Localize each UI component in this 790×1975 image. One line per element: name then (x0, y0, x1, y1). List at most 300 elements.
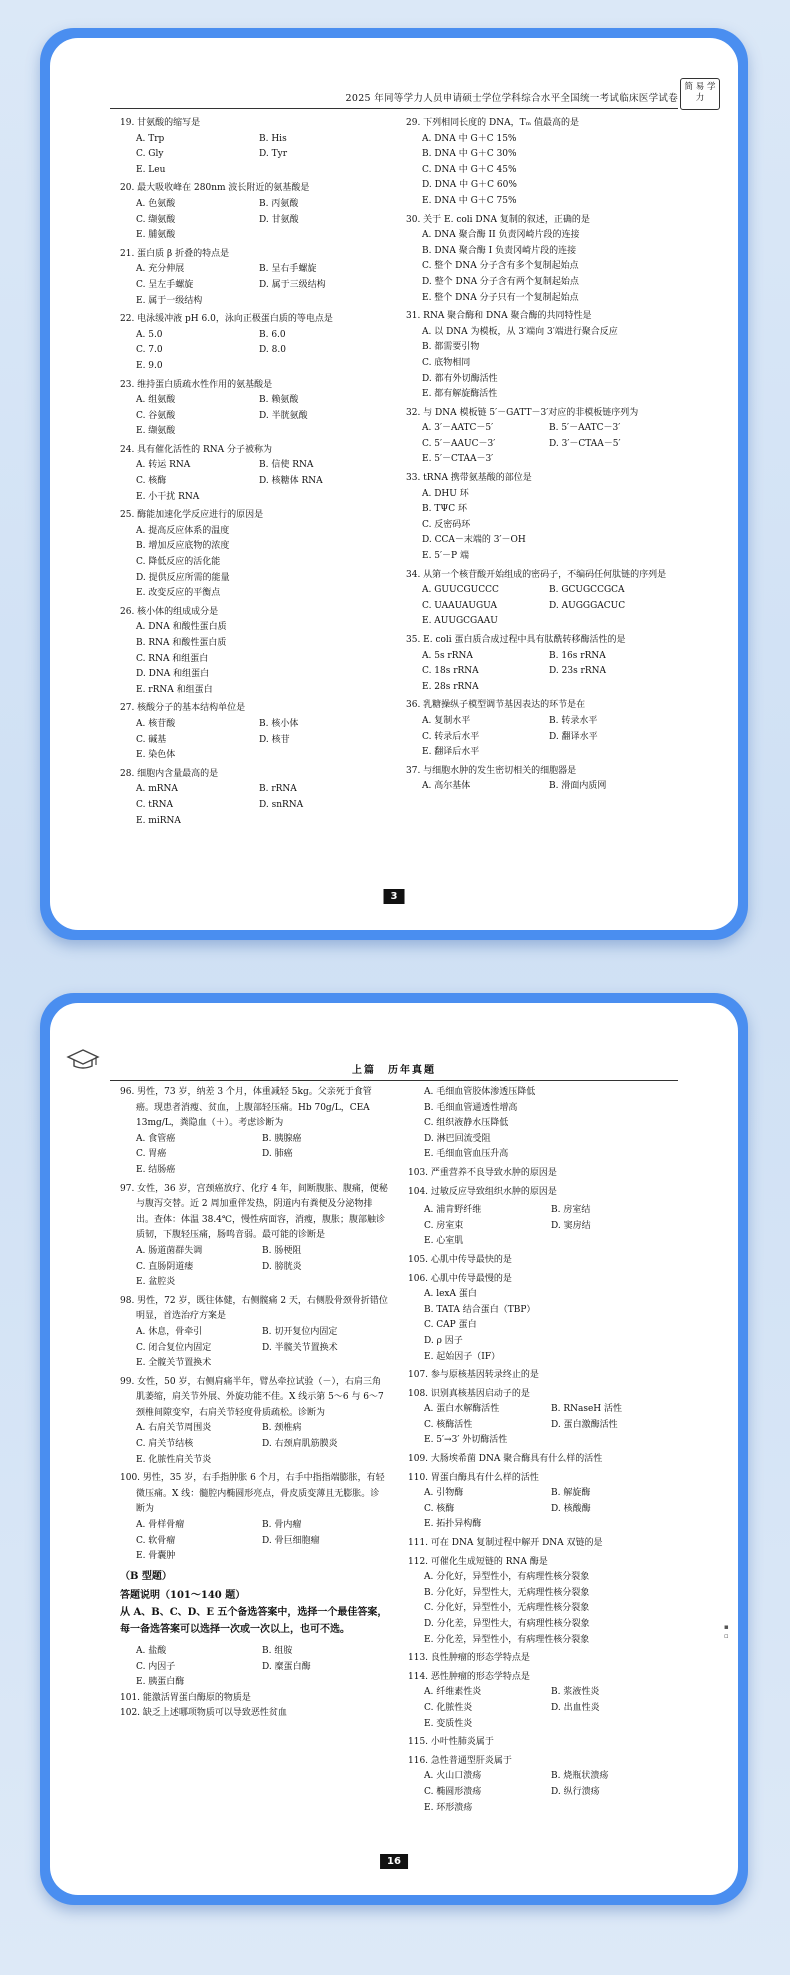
option-list (120, 1132, 388, 1179)
page-header: 上篇 历年真题 (110, 1061, 678, 1081)
section-description: 从 A、B、C、D、E 五个备选答案中，选择一个最佳答案，每一备选答案可以选择一次或一次以上，也可不选。 (120, 1607, 388, 1635)
option-list (120, 458, 382, 505)
page-card-1 (40, 28, 748, 940)
option: E. 5′－CTAA－3′ (422, 454, 494, 465)
option-row (422, 163, 676, 179)
option-list (120, 620, 382, 698)
option: E. AUUGCGAAU (422, 616, 498, 627)
option-row (424, 1303, 678, 1319)
option: B. 信使 RNA (259, 460, 314, 471)
option: E. 骨囊肿 (136, 1551, 176, 1562)
option: A. 纤维素性炎 (424, 1687, 482, 1698)
question (120, 378, 382, 440)
option: C. 7.0 (136, 345, 163, 356)
option: B. 丙氨酸 (259, 198, 299, 209)
option: D. AUGGGACUC (549, 600, 626, 611)
option-list (120, 328, 382, 375)
option-row (136, 798, 382, 814)
option-list (406, 421, 676, 468)
option-row (424, 1203, 678, 1219)
option-list (120, 262, 382, 309)
question-stem: 116. 急性普通型肝炎属于 (408, 1755, 512, 1766)
option-row (422, 779, 676, 795)
option-list (120, 132, 382, 179)
question-stem: 28. 细胞内含量最高的是 (120, 768, 219, 779)
option-row (422, 487, 676, 503)
option: A. 提高反应体系的温度 (136, 525, 230, 536)
option-row (422, 680, 676, 696)
option-row (136, 1644, 388, 1660)
option: B. 骨内瘤 (262, 1520, 302, 1531)
question (120, 1471, 388, 1565)
option-row (424, 1701, 678, 1717)
option: A. DNA 聚合酶 II 负责冈崎片段的连接 (422, 230, 580, 241)
option-row (424, 1116, 678, 1132)
option-list (408, 1570, 678, 1648)
option: C. 反密码环 (422, 519, 471, 530)
option-row (422, 502, 676, 518)
option: A. DNA 和酸性蛋白质 (136, 622, 227, 633)
option-row (424, 1785, 678, 1801)
option-row (136, 1147, 388, 1163)
question-stem: 25. 酶能加速化学反应进行的原因是 (120, 510, 264, 521)
option-row (136, 683, 382, 699)
question-stem: 21. 蛋白质 β 折叠的特点是 (120, 248, 230, 259)
question (120, 116, 382, 178)
question-stem: 97. 女性，36 岁，宫颈癌放疗、化疗 4 年，间断腹胀、腹痛，便秘与腹泻交替。近 2 周加重伴发热，阴道内有粪便及分泌物排出。查体：体温 38.4℃，慢性病面容，消瘦，腹胀；腹部触诊质韧，下腹轻压痛，肠鸣音弱。最可能的诊断是 (120, 1183, 388, 1241)
question-stem: 111. 可在 DNA 复制过程中解开 DNA 双链的是 (408, 1538, 603, 1549)
question-stem: 29. 下列相同长度的 DNA，Tₘ 值最高的是 (406, 118, 580, 128)
option: B. 呈右手螺旋 (259, 264, 317, 275)
question (406, 764, 676, 795)
option-row (136, 1518, 388, 1534)
option-row (424, 1517, 678, 1533)
option: E. 染色体 (136, 750, 176, 761)
question (408, 1651, 678, 1667)
option-row (136, 1325, 388, 1341)
option: D. 右颈肩肌筋膜炎 (262, 1439, 338, 1450)
option: C. 分化好，异型性小，无病理性核分裂象 (424, 1603, 590, 1614)
question (408, 1085, 678, 1163)
option-list (406, 228, 676, 306)
option-row (136, 278, 382, 294)
option-row (424, 1586, 678, 1602)
option: C. Gly (136, 149, 164, 160)
option-row (422, 664, 676, 680)
option: D. DNA 和组蛋白 (136, 669, 210, 680)
page-header: 2025 年同等学力人员申请硕士学位学科综合水平全国统一考试临床医学试卷 (110, 90, 678, 109)
option: D. 淋巴回流受阻 (424, 1133, 491, 1144)
option-row (422, 452, 676, 468)
option: B. 滑面内质网 (549, 781, 607, 792)
option: A. 3′－AATC－5′ (422, 423, 494, 434)
question (408, 1471, 678, 1533)
question-stem: 20. 最大吸收峰在 280nm 波长附近的氨基酸是 (120, 183, 310, 194)
question (408, 1754, 678, 1816)
option-row (136, 328, 382, 344)
question-stem: 19. 甘氨酸的缩写是 (120, 118, 201, 128)
option: B. 转录水平 (549, 715, 598, 726)
question-stem: 32. 与 DNA 模板链 5′－GATT－3′对应的非模板链序列为 (406, 407, 639, 418)
option-row (424, 1318, 678, 1334)
option-row (424, 1402, 678, 1418)
option: D. 膀胱炎 (262, 1261, 302, 1272)
question (408, 1203, 678, 1250)
option: A. 火山口溃疡 (424, 1771, 482, 1782)
option-list (120, 782, 382, 829)
option-list (408, 1685, 678, 1732)
question-stem: 27. 核酸分子的基本结构单位是 (120, 703, 246, 714)
option: A. 食管癌 (136, 1133, 176, 1144)
page-number: 16 (380, 1854, 408, 1869)
question (408, 1735, 678, 1751)
left-column (120, 116, 382, 832)
option-row (136, 1453, 388, 1469)
question (406, 698, 676, 760)
option: C. 谷氨酸 (136, 410, 176, 421)
question (120, 1294, 388, 1372)
option: E. 9.0 (136, 360, 163, 371)
option-row (136, 393, 382, 409)
option-list (408, 1085, 678, 1163)
option: C. 核酶 (136, 476, 167, 487)
option: E. 都有解旋酶活性 (422, 389, 498, 400)
option-row (136, 409, 382, 425)
option: A. Trp (136, 133, 165, 144)
option: D. snRNA (259, 799, 304, 810)
option-row (136, 359, 382, 375)
question (120, 181, 382, 243)
option-list (406, 487, 676, 565)
question-stem: 114. 恶性肿瘤的形态学特点是 (408, 1671, 530, 1682)
option: E. 变质性炎 (424, 1718, 473, 1729)
option-list (408, 1402, 678, 1449)
option: C. 化脓性炎 (424, 1702, 473, 1713)
option-row (422, 325, 676, 341)
option: C. 降低反应的活化能 (136, 557, 221, 568)
option-list (120, 1325, 388, 1372)
option: D. 甘氨酸 (259, 214, 299, 225)
option: E. 脯氨酸 (136, 230, 176, 241)
option: B. GCUGCCGCA (549, 585, 625, 596)
option: C. 碱基 (136, 734, 167, 745)
option: A. 休息，骨牵引 (136, 1326, 203, 1337)
option-row (424, 1617, 678, 1633)
left-column (120, 1085, 388, 1722)
graduation-cap-icon (66, 1047, 100, 1071)
option: E. 翻译后水平 (422, 747, 480, 758)
question (408, 1272, 678, 1366)
option-row (136, 782, 382, 798)
option-row (136, 1132, 388, 1148)
option: B. 分化好，异型性大，无病理性核分裂象 (424, 1587, 590, 1598)
option-row (136, 294, 382, 310)
option-row (424, 1801, 678, 1817)
option: E. 起始因子（IF） (424, 1351, 501, 1362)
question-stem: 102. 缺乏上述哪项物质可以导致恶性贫血 (120, 1708, 287, 1719)
option: D. 整个 DNA 分子含有两个复制起始点 (422, 276, 579, 287)
question-stem: 30. 关于 E. coli DNA 复制的叙述，正确的是 (406, 214, 590, 225)
option: E. 环形溃疡 (424, 1802, 473, 1813)
option: E. 胰蛋白酶 (136, 1677, 185, 1688)
option-row (136, 1163, 388, 1179)
option-row (422, 714, 676, 730)
exam-page-2 (50, 1003, 738, 1895)
question-stem: 98. 男性，72 岁，既往体健，右侧髋痛 2 天，右侧股骨颈骨折错位明显，首选治疗方案是 (120, 1295, 388, 1322)
option: E. 全髋关节置换术 (136, 1358, 212, 1369)
option: E. 结肠癌 (136, 1164, 176, 1175)
option: A. 盐酸 (136, 1646, 167, 1656)
option-row (422, 259, 676, 275)
option: C. tRNA (136, 799, 174, 810)
option-row (136, 213, 382, 229)
option: E. 盆腔炎 (136, 1277, 176, 1288)
option-row (424, 1717, 678, 1733)
option: C. 呈左手螺旋 (136, 279, 194, 290)
option-list (120, 197, 382, 244)
option-row (136, 228, 382, 244)
page-number: 3 (384, 889, 405, 904)
question-stem: 24. 具有催化活性的 RNA 分子被称为 (120, 444, 273, 455)
option: B. 核小体 (259, 718, 299, 729)
option: B. 都需要引物 (422, 342, 480, 353)
option-row (422, 178, 676, 194)
option-row (136, 262, 382, 278)
option-row (136, 571, 382, 587)
option-list (120, 1518, 388, 1565)
option: E. 改变反应的平衡点 (136, 588, 221, 599)
option: A. 蛋白水解酶活性 (424, 1404, 500, 1415)
option: D. 纵行溃疡 (551, 1786, 600, 1797)
option: E. 拓扑异构酶 (424, 1519, 482, 1530)
option: A. GUUCGUCCC (422, 585, 499, 596)
question (120, 443, 382, 505)
option: C. RNA 和组蛋白 (136, 653, 209, 664)
option-row (424, 1287, 678, 1303)
option: B. 5′－AATC－3′ (549, 423, 621, 434)
option: B. 16s rRNA (549, 650, 606, 661)
question (406, 633, 676, 695)
option: D. 蛋白激酶活性 (551, 1419, 618, 1430)
option-row (136, 555, 382, 571)
question (120, 312, 382, 374)
option-row (136, 424, 382, 440)
option-row (136, 636, 382, 652)
option: B. 赖氨酸 (259, 395, 299, 406)
option: E. 分化差，异型性小，有病理性核分裂象 (424, 1634, 590, 1645)
option: B. rRNA (259, 784, 297, 795)
option-list (408, 1287, 678, 1365)
option: D. 提供反应所需的能量 (136, 572, 230, 583)
question-stem: 104. 过敏反应导致组织水肿的原因是 (408, 1186, 557, 1197)
option-row (422, 275, 676, 291)
option: C. 软骨瘤 (136, 1535, 176, 1546)
option: D. 8.0 (259, 345, 286, 356)
option: C. 闭合复位内固定 (136, 1342, 212, 1353)
option: A. 高尔基体 (422, 781, 471, 792)
option-list (120, 717, 382, 764)
option-list (406, 583, 676, 630)
option: E. DNA 中 G＋C 75% (422, 195, 517, 206)
option-row (424, 1502, 678, 1518)
option-row (422, 518, 676, 534)
option-row (136, 1437, 388, 1453)
option-row (424, 1334, 678, 1350)
option: B. 6.0 (259, 329, 286, 340)
question-stem: 26. 核小体的组成成分是 (120, 606, 219, 617)
option-row (136, 1275, 388, 1291)
option-row (422, 387, 676, 403)
option: D. 核糖体 RNA (259, 476, 323, 487)
option-row (422, 533, 676, 549)
option-row (422, 549, 676, 565)
option: B. 房室结 (551, 1205, 591, 1216)
option: D. 窦房结 (551, 1220, 591, 1231)
option: A. 浦肯野纤维 (424, 1205, 482, 1216)
question (406, 213, 676, 307)
option-row (136, 1660, 388, 1676)
option-row (422, 614, 676, 630)
question-stem: 106. 心肌中传导最慢的是 (408, 1273, 512, 1284)
option-list (120, 1244, 388, 1291)
option-row (424, 1085, 678, 1101)
question (408, 1555, 678, 1649)
option: A. 以 DNA 为模板，从 3′端向 3′端进行聚合反应 (422, 326, 618, 337)
option-row (424, 1433, 678, 1449)
option: A. 肠道菌群失调 (136, 1245, 203, 1256)
option-row (136, 474, 382, 490)
option: B. 烧瓶状溃疡 (551, 1771, 609, 1782)
option: E. 小干扰 RNA (136, 491, 200, 502)
question-stem: 115. 小叶性肺炎属于 (408, 1737, 494, 1748)
option: E. miRNA (136, 815, 181, 826)
option: A. 转运 RNA (136, 460, 191, 471)
option-row (424, 1219, 678, 1235)
option-row (136, 524, 382, 540)
right-column (406, 116, 676, 798)
option-row (424, 1101, 678, 1117)
option-row (422, 340, 676, 356)
question (406, 471, 676, 565)
question-stem: 101. 能激活胃蛋白酶原的物质是 (120, 1692, 251, 1703)
right-column (408, 1085, 678, 1819)
option-list (408, 1486, 678, 1533)
option-row (422, 291, 676, 307)
option: B. DNA 中 G＋C 30% (422, 149, 517, 160)
question (120, 508, 382, 602)
option-list (408, 1769, 678, 1816)
option: E. 毛细血管血压升高 (424, 1149, 509, 1160)
question-stem: 35. E. coli 蛋白质合成过程中具有肽酰转移酶活性的是 (406, 635, 626, 645)
option: B. DNA 聚合酶 I 负责冈崎片段的连接 (422, 245, 577, 256)
option-list (406, 779, 676, 795)
page-card-2 (40, 993, 748, 1905)
option: B. RNaseH 活性 (551, 1404, 623, 1415)
option: D. 出血性炎 (551, 1702, 600, 1713)
option: E. 属于一级结构 (136, 295, 203, 306)
option: E. rRNA 和组蛋白 (136, 684, 213, 695)
option: C. 胃癌 (136, 1149, 167, 1160)
question (408, 1368, 678, 1384)
option: A. DHU 环 (422, 488, 469, 499)
option: B. 切开复位内固定 (262, 1326, 338, 1337)
question-stem: 100. 男性，35 岁，右手指肿胀 6 个月，右手中指指端膨胀，有轻微压痛。X 线：髓腔内椭圆形亮点，骨皮质变薄且无膨胀。诊断为 (120, 1473, 385, 1515)
option: E. 整个 DNA 分子只有一个复制起始点 (422, 292, 579, 303)
option: C. 转录后水平 (422, 731, 480, 742)
option-row (136, 1534, 388, 1550)
question-stem: 36. 乳糖操纵子模型调节基因表达的环节是在 (406, 700, 586, 711)
option: C. 房室束 (424, 1220, 464, 1231)
option-list (120, 393, 382, 440)
option-row (136, 1244, 388, 1260)
option-row (424, 1234, 678, 1250)
question (406, 116, 676, 210)
option-row (136, 343, 382, 359)
option: B. 肠梗阻 (262, 1245, 302, 1256)
option: B. 组胺 (262, 1646, 293, 1656)
option-row (422, 599, 676, 615)
option-list (120, 1421, 388, 1468)
option: D. 23s rRNA (549, 666, 607, 677)
option: E. Leu (136, 164, 166, 175)
option-row (424, 1132, 678, 1148)
option: C. DNA 中 G＋C 45% (422, 164, 517, 175)
option: D. DNA 中 G＋C 60% (422, 180, 517, 191)
question (408, 1185, 678, 1201)
option-row (136, 748, 382, 764)
option-row (136, 490, 382, 506)
question-stem: 33. tRNA 携带氨基酸的部位是 (406, 473, 532, 484)
option-row (422, 437, 676, 453)
option: C. 内因子 (136, 1661, 176, 1672)
option-row (424, 1147, 678, 1163)
option-list (406, 132, 676, 210)
option: C. 核酶 (424, 1503, 455, 1514)
question-stem: 22. 电泳缓冲液 pH 6.0，泳向正极蛋白质的等电点是 (120, 314, 333, 325)
option: B. 解旋酶 (551, 1488, 591, 1499)
question-stem: 99. 女性，50 岁，右侧肩痛半年，臂丛牵拉试验（－），右肩三角肌萎缩，肩关节外展、外旋功能不佳。X 线示第 5～6 与 6～7 颈椎间隙变窄，右肩关节轻度骨质疏松。诊断为 (120, 1376, 384, 1418)
option: D. 翻译水平 (549, 731, 598, 742)
option-row (422, 244, 676, 260)
option-row (422, 730, 676, 746)
option: D. 糜蛋白酶 (262, 1661, 311, 1672)
question (120, 605, 382, 699)
option: D. 半胱氨酸 (259, 410, 308, 421)
option: B. RNA 和酸性蛋白质 (136, 638, 227, 648)
question (406, 568, 676, 630)
option: E. 5′→3′ 外切酶活性 (424, 1435, 508, 1446)
option: A. mRNA (136, 784, 178, 795)
question (120, 247, 382, 309)
option-row (424, 1486, 678, 1502)
question (408, 1253, 678, 1269)
option: A. 引物酶 (424, 1488, 464, 1499)
option: D. 分化差，异型性大，有病理性核分裂象 (424, 1619, 590, 1629)
option: C. 椭圆形溃疡 (424, 1786, 482, 1797)
question (408, 1670, 678, 1732)
option-list (406, 649, 676, 696)
option: A. 色氨酸 (136, 198, 176, 209)
option-row (424, 1633, 678, 1649)
option: C. 整个 DNA 分子含有多个复制起始点 (422, 261, 579, 272)
option: B. 颈椎病 (262, 1423, 302, 1434)
option-row (422, 356, 676, 372)
option-row (422, 745, 676, 761)
option-row (424, 1418, 678, 1434)
question (408, 1387, 678, 1449)
question-stem: 23. 维持蛋白质疏水性作用的氨基酸是 (120, 379, 273, 390)
option: D. Tyr (259, 149, 288, 160)
